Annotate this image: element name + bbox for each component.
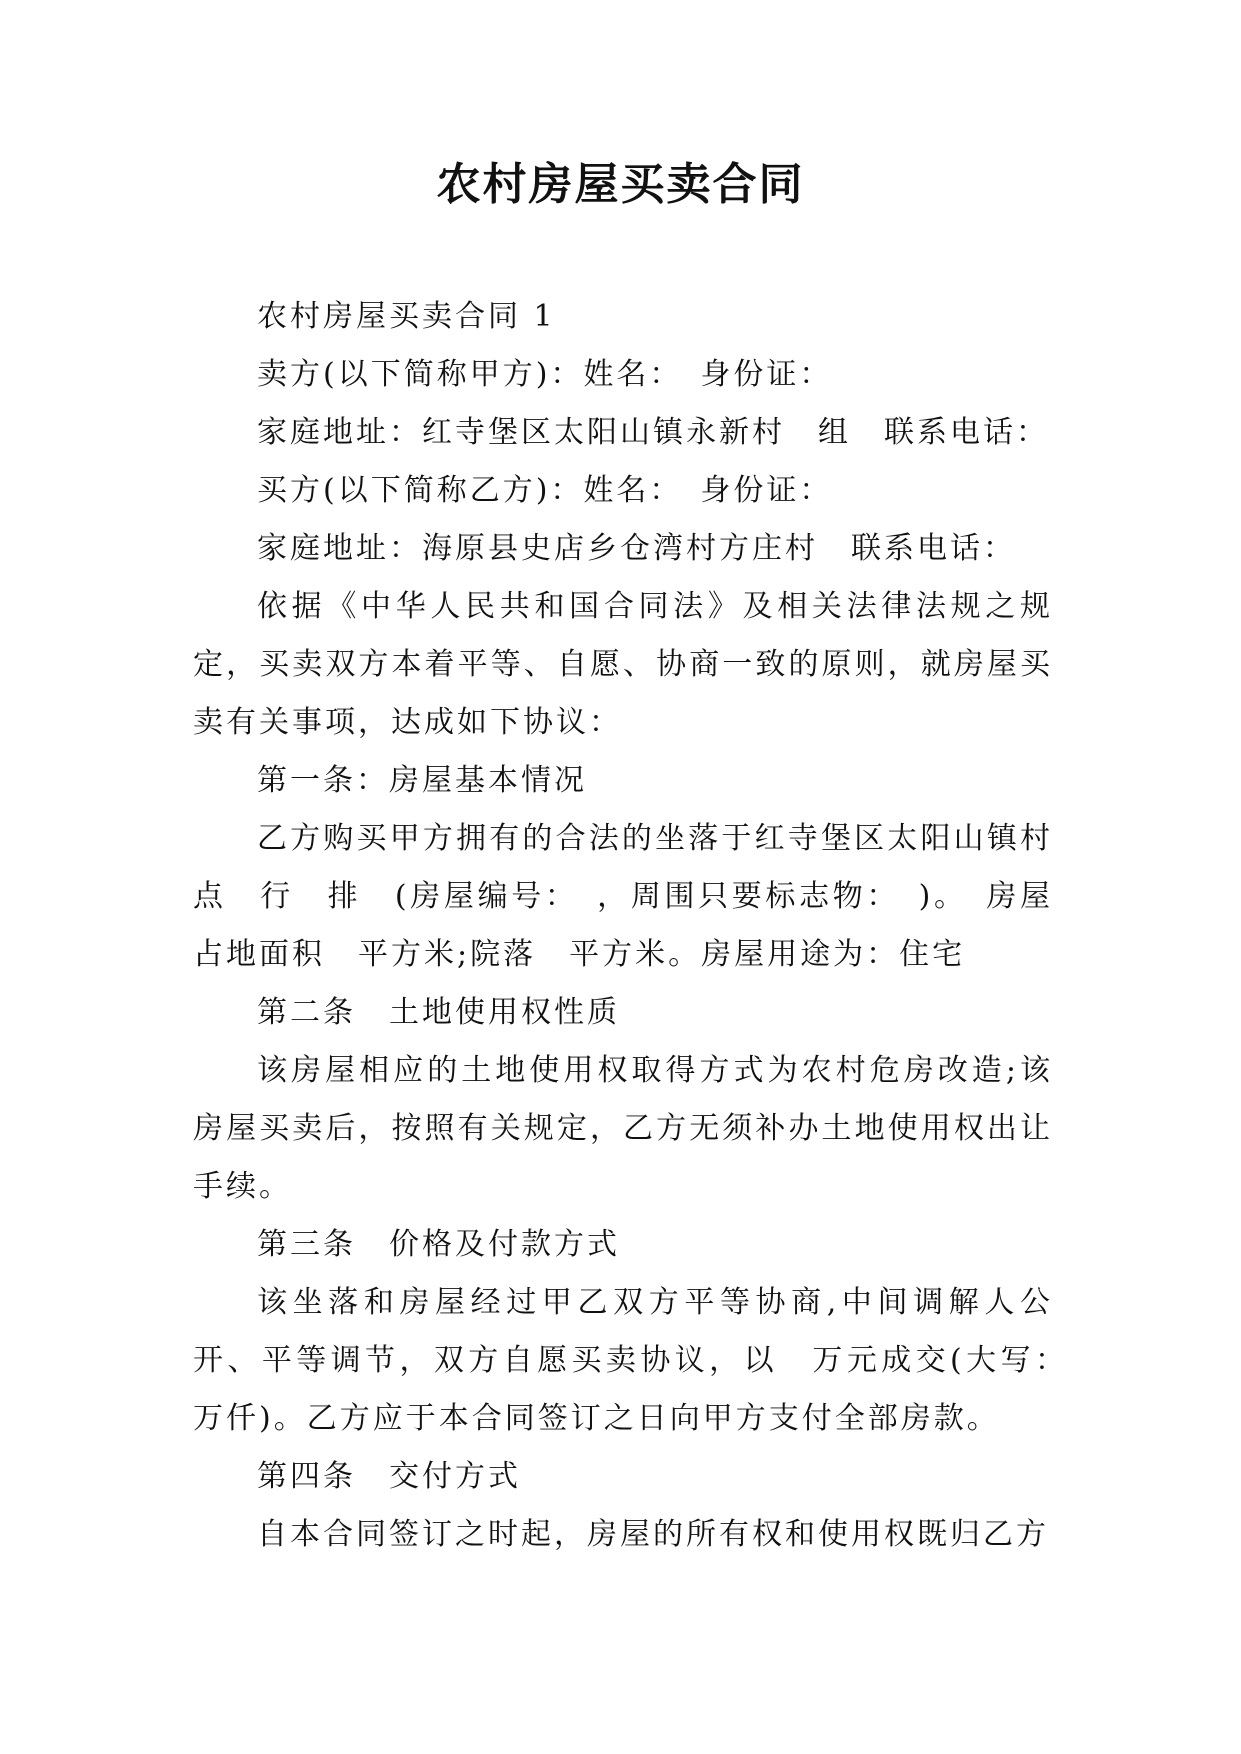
paragraph-seller: 卖方(以下简称甲方)：姓名： 身份证： (257, 357, 833, 392)
paragraph-buyer-address: 家庭地址：海原县史店乡仓湾村方庄村 联系电话： (257, 531, 1016, 566)
article-4-body: 自本合同签订之时起，房屋的所有权和使用权既归乙方 (257, 1517, 1049, 1552)
paragraph-preamble: 依据《中华人民共和国合同法》及相关法律法规之规定，买卖双方本着平等、自愿、协商一致的原则，就房屋买卖有关事项，达成如下协议： (193, 589, 1053, 740)
article-4-heading: 第四条 交付方式 (257, 1459, 521, 1494)
article-3-body: 该坐落和房屋经过甲乙双方平等协商,中间调解人公开、平等调节，双方自愿买卖协议，以 万元成交(大写： 万仟)。乙方应于本合同签订之日向甲方支付全部房款。 (193, 1285, 1086, 1436)
article-1-heading: 第一条：房屋基本情况 (257, 763, 587, 798)
article-2-body: 该房屋相应的土地使用权取得方式为农村危房改造;该房屋买卖后，按照有关规定，乙方无须补办土地使用权出让手续。 (193, 1053, 1053, 1204)
document-title: 农村房屋买卖合同 (436, 159, 805, 210)
paragraph-seller-address: 家庭地址：红寺堡区太阳山镇永新村 组 联系电话： (257, 415, 1049, 450)
document-body (193, 288, 1086, 1564)
paragraph-buyer: 买方(以下简称乙方)：姓名： 身份证： (257, 473, 833, 508)
article-2-heading: 第二条 土地使用权性质 (257, 995, 620, 1030)
paragraph-subtitle: 农村房屋买卖合同 1 (257, 299, 556, 334)
article-1-body: 乙方购买甲方拥有的合法的坐落于红寺堡区太阳山镇村 点 行 排 (房屋编号： ，周围只要标志物： )。 房屋占地面积 平方米;院落 平方米。房屋用途为：住宅 (193, 821, 1086, 972)
article-3-heading: 第三条 价格及付款方式 (257, 1227, 620, 1262)
